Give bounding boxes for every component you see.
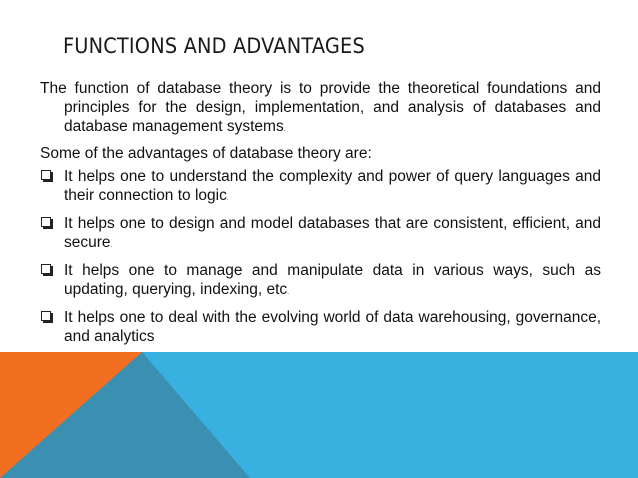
bullet-period: . (226, 196, 229, 202)
slide-body (40, 79, 601, 355)
bullet-period: . (110, 243, 113, 249)
bullet-text: It helps one to deal with the evolving world of data warehousing, governance, and analytics (64, 309, 601, 345)
intro-paragraph (40, 79, 601, 140)
decorative-footer-band (0, 352, 638, 478)
list-item (40, 261, 601, 303)
list-item (40, 214, 601, 256)
list-item (40, 167, 601, 209)
advantages-list (40, 167, 601, 350)
intro-period: . (283, 127, 286, 133)
square-checkbox-icon (41, 217, 51, 227)
bullet-text: It helps one to manage and manipulate data in various ways, such as updating, querying, indexing, etc (64, 262, 601, 298)
square-checkbox-icon (41, 264, 51, 274)
list-item (40, 308, 601, 350)
slide-title: FUNCTIONS AND ADVANTAGES (63, 34, 365, 58)
square-checkbox-icon (41, 170, 51, 180)
bullet-period: . (287, 290, 289, 296)
advantages-heading: Some of the advantages of database theory are: (40, 145, 372, 162)
bullet-text: It helps one to understand the complexity and power of query languages and their connection to logic (64, 168, 601, 204)
intro-text: The function of database theory is to provide the theoretical foundations and principles for the design, implementation, and analysis of databases and database management systems (40, 80, 601, 135)
square-checkbox-icon (41, 311, 51, 321)
bullet-text: It helps one to design and model databases that are consistent, efficient, and secure (64, 215, 601, 251)
